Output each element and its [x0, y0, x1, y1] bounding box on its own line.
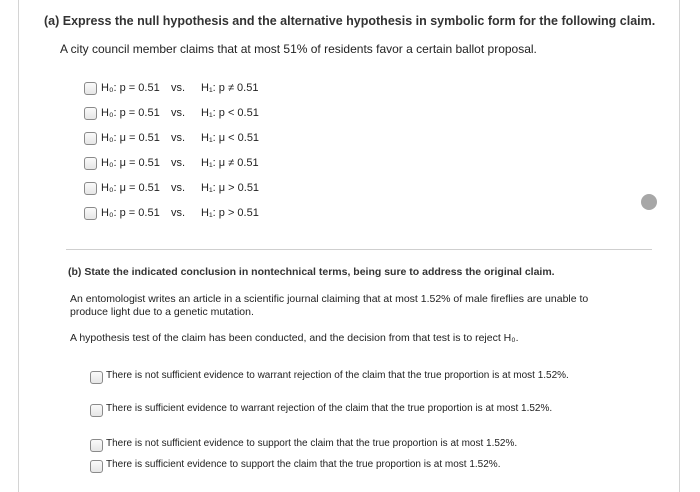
option-vs: vs.	[171, 157, 186, 169]
option-h0: H₀: p = 0.51	[101, 107, 160, 119]
part-a-option-2[interactable]	[84, 105, 259, 121]
section-divider	[66, 249, 652, 250]
option-text: There is sufficient evidence to support the claim that the true proportion is at most 1.52%.	[106, 459, 501, 470]
part-a-title: (a) Express the null hypothesis and the alternative hypothesis in symbolic form for the following claim.	[44, 14, 656, 28]
option-h0: H₀: μ = 0.51	[101, 132, 160, 144]
option-h1: H₁: μ > 0.51	[201, 182, 260, 194]
checkbox[interactable]	[84, 207, 97, 220]
part-b-test-statement: A hypothesis test of the claim has been conducted, and the decision from that test is to reject H₀.	[70, 332, 519, 344]
option-h1: H₁: p < 0.51	[201, 107, 259, 119]
checkbox[interactable]	[84, 182, 97, 195]
option-h1: H₁: μ < 0.51	[201, 132, 260, 144]
option-h0: H₀: p = 0.51	[101, 82, 160, 94]
part-b-option-4[interactable]	[90, 459, 610, 473]
option-text: There is sufficient evidence to warrant rejection of the claim that the true proportion is at most 1.52%.	[106, 403, 553, 414]
part-a-option-6[interactable]	[84, 205, 259, 221]
option-vs: vs.	[171, 132, 186, 144]
checkbox[interactable]	[90, 371, 103, 384]
option-h0: H₀: μ = 0.51	[101, 157, 160, 169]
part-a-option-5[interactable]	[84, 180, 259, 196]
question-card	[18, 0, 680, 492]
option-vs: vs.	[171, 182, 186, 194]
option-vs: vs.	[171, 107, 186, 119]
option-h1: H₁: p > 0.51	[201, 207, 259, 219]
part-a-option-1[interactable]	[84, 80, 258, 96]
checkbox[interactable]	[84, 157, 97, 170]
checkbox[interactable]	[84, 107, 97, 120]
option-text: There is not sufficient evidence to support the claim that the true proportion is at most 1.52%.	[106, 438, 518, 449]
option-h1: H₁: μ ≠ 0.51	[201, 157, 259, 169]
part-b-option-3[interactable]	[90, 438, 610, 452]
scroll-indicator-dot	[641, 194, 657, 210]
part-a-option-4[interactable]	[84, 155, 259, 171]
part-a-option-3[interactable]	[84, 130, 259, 146]
option-text: There is not sufficient evidence to warrant rejection of the claim that the true proportion is at most 1.52%.	[106, 370, 569, 381]
option-vs: vs.	[171, 82, 186, 94]
checkbox[interactable]	[84, 82, 97, 95]
option-h0: H₀: p = 0.51	[101, 207, 160, 219]
option-vs: vs.	[171, 207, 186, 219]
option-h0: H₀: μ = 0.51	[101, 182, 160, 194]
part-b-option-2[interactable]	[90, 403, 610, 417]
part-a-claim: A city council member claims that at most 51% of residents favor a certain ballot proposal.	[60, 42, 537, 56]
part-b-title: (b) State the indicated conclusion in nontechnical terms, being sure to address the original claim.	[68, 266, 555, 278]
part-b-option-1[interactable]	[90, 370, 610, 384]
option-h1: H₁: p ≠ 0.51	[201, 82, 259, 94]
checkbox[interactable]	[90, 404, 103, 417]
part-b-claim: An entomologist writes an article in a scientific journal claiming that at most 1.52% of male fireflies are unable to produce light due to a genetic mutation.	[70, 293, 589, 318]
checkbox[interactable]	[90, 460, 103, 473]
checkbox[interactable]	[90, 439, 103, 452]
checkbox[interactable]	[84, 132, 97, 145]
